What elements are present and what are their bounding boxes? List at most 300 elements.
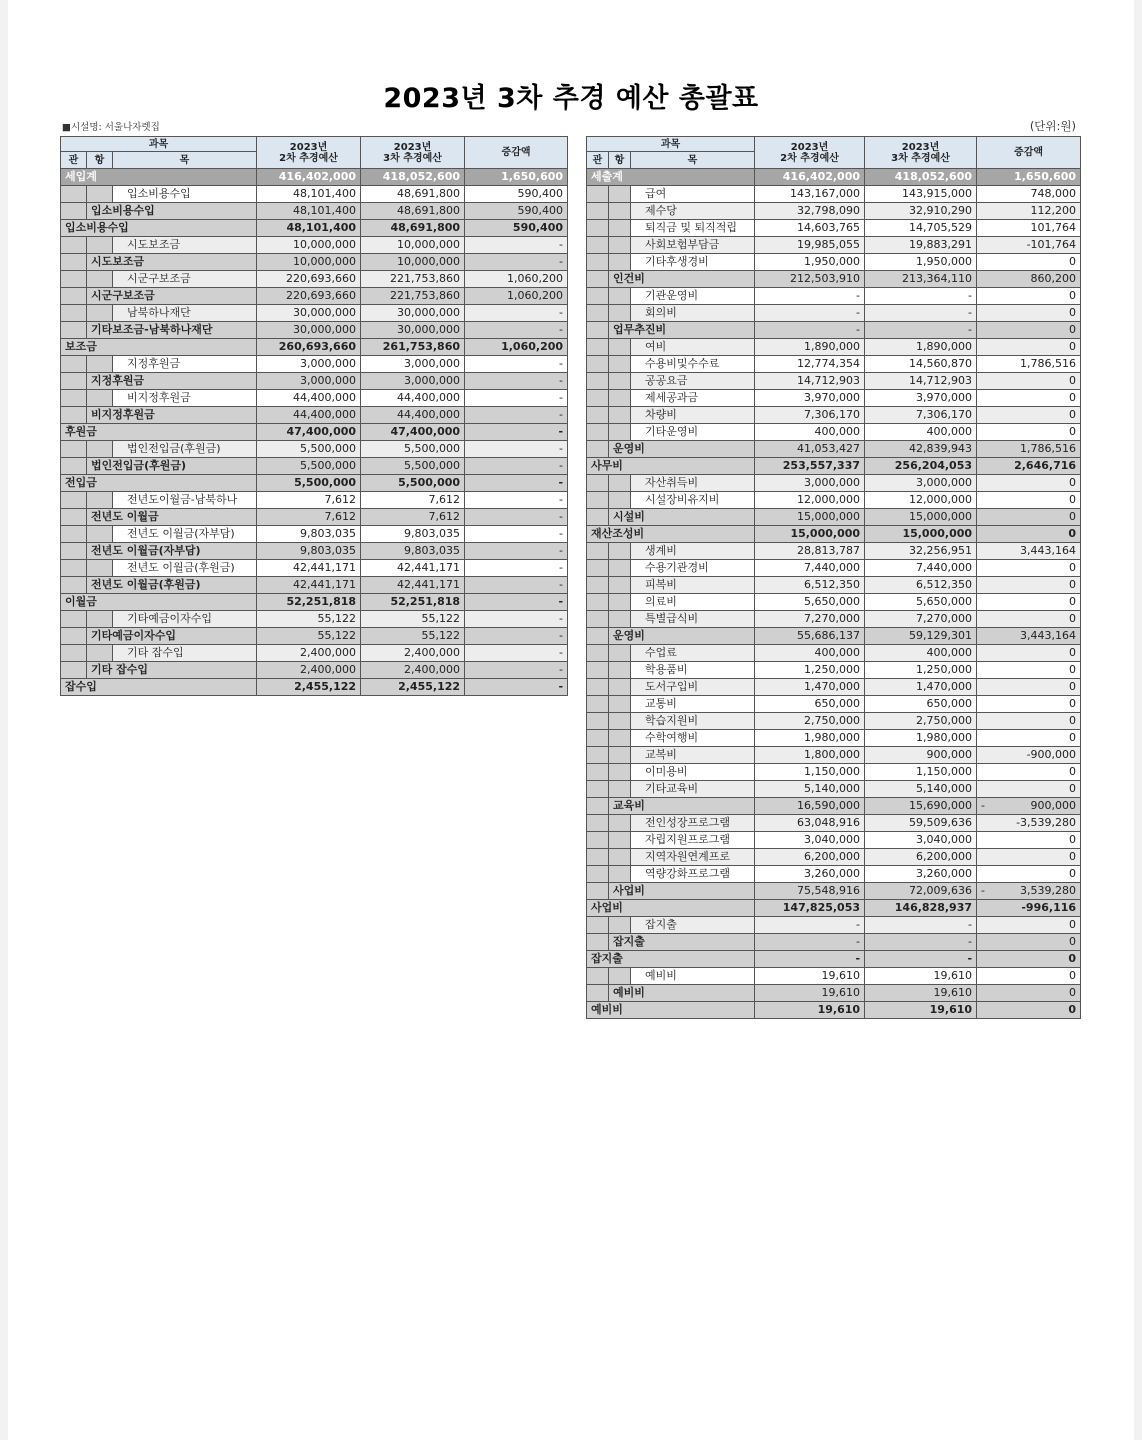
expense-hang-row [587,883,1081,900]
expense-gwan-spacer [587,322,609,339]
income-hang-spacer [87,356,113,373]
expense-v2-cell: 19,610 [865,968,977,985]
expense-gwan-spacer [587,917,609,934]
expense-mok-label: 기타후생경비 [631,254,755,271]
income-gwan-spacer [61,662,87,679]
income-v1-cell: 42,441,171 [257,560,361,577]
expense-hang-spacer [609,577,631,594]
expense-mok-row [587,339,1081,356]
income-diff-cell: - [465,407,568,424]
income-gwan-spacer [61,526,87,543]
expense-v2-cell: 1,150,000 [865,764,977,781]
income-hang-spacer [87,611,113,628]
expense-gwan-spacer [587,390,609,407]
expense-hang-spacer [609,832,631,849]
col1-header: 2023년 2차 추경예산 [755,137,865,169]
expense-v2-cell: 1,980,000 [865,730,977,747]
expense-hang-spacer [609,611,631,628]
expense-mok-label: 차량비 [631,407,755,424]
expense-diff-cell: 0 [977,1002,1081,1019]
expense-diff-cell: 1,786,516 [977,441,1081,458]
expense-diff-cell: 860,200 [977,271,1081,288]
expense-mok-label: 교통비 [631,696,755,713]
income-diff-cell: - [465,424,568,441]
income-grand-total-v1: 416,402,000 [257,169,361,186]
income-v1-cell: 9,803,035 [257,526,361,543]
income-v2-cell: 30,000,000 [361,322,465,339]
expense-diff-cell: -996,116 [977,900,1081,917]
hang-header: 항 [87,152,113,169]
income-gwan-spacer [61,492,87,509]
expense-hang-row [587,985,1081,1002]
expense-gwan-spacer [587,509,609,526]
expense-v1-cell: 19,985,055 [755,237,865,254]
expense-hang-row [587,441,1081,458]
income-hang-spacer [87,271,113,288]
expense-diff-cell: -900,000 [977,747,1081,764]
expense-mok-row [587,373,1081,390]
expense-gwan-row [587,458,1081,475]
expense-mok-row [587,356,1081,373]
expense-gwan-spacer [587,747,609,764]
income-v1-cell: 10,000,000 [257,237,361,254]
expense-v1-cell: 63,048,916 [755,815,865,832]
expense-hang-spacer [609,390,631,407]
income-gwan-label: 이월금 [61,594,257,611]
income-grand-total-diff: 1,650,600 [465,169,568,186]
income-diff-cell: - [465,577,568,594]
expense-mok-row [587,815,1081,832]
income-gwan-label: 입소비용수입 [61,220,257,237]
expense-v2-cell: 14,705,529 [865,220,977,237]
expense-v2-cell: 143,915,000 [865,186,977,203]
expense-diff-cell: 0 [977,730,1081,747]
expense-hang-label: 예비비 [609,985,755,1002]
income-hang-spacer [87,645,113,662]
expense-hang-spacer [609,730,631,747]
expense-v1-cell: 12,774,354 [755,356,865,373]
income-gwan-spacer [61,458,87,475]
income-v2-cell: 221,753,860 [361,271,465,288]
income-grand-total-row [61,169,568,186]
expense-hang-spacer [609,373,631,390]
expense-v1-cell: - [755,934,865,951]
expense-v2-cell: 2,750,000 [865,713,977,730]
expense-v2-cell: - [865,322,977,339]
income-mok-label: 남북하나재단 [113,305,257,322]
expense-mok-label: 이미용비 [631,764,755,781]
expense-mok-row [587,662,1081,679]
income-v2-cell: 55,122 [361,628,465,645]
expense-mok-label: 시설장비유지비 [631,492,755,509]
expense-gwan-spacer [587,985,609,1002]
income-diff-cell: - [465,492,568,509]
expense-v2-cell: 3,970,000 [865,390,977,407]
expense-gwan-label: 잡지출 [587,951,755,968]
income-gwan-spacer [61,611,87,628]
expense-mok-label: 사회보험부담금 [631,237,755,254]
expense-mok-label: 학습지원비 [631,713,755,730]
expense-diff-cell: 0 [977,424,1081,441]
expense-gwan-spacer [587,713,609,730]
expense-mok-label: 제세공과금 [631,390,755,407]
expense-diff-cell: 0 [977,866,1081,883]
income-gwan-spacer [61,305,87,322]
expense-gwan-spacer [587,628,609,645]
expense-v1-cell: 3,040,000 [755,832,865,849]
expense-mok-row [587,237,1081,254]
income-v1-cell: 5,500,000 [257,458,361,475]
expense-gwan-spacer [587,815,609,832]
expense-hang-spacer [609,254,631,271]
income-mok-row [61,492,568,509]
income-v1-cell: 220,693,660 [257,271,361,288]
expense-diff-cell: 0 [977,849,1081,866]
expense-mok-row [587,203,1081,220]
expense-v2-cell: 12,000,000 [865,492,977,509]
expense-v1-cell: 253,557,337 [755,458,865,475]
income-mok-row [61,560,568,577]
expense-hang-spacer [609,696,631,713]
expense-v1-cell: 5,650,000 [755,594,865,611]
expense-mok-label: 회의비 [631,305,755,322]
income-v2-cell: 3,000,000 [361,356,465,373]
income-hang-label: 전년도 이월금(후원금) [87,577,257,594]
expense-gwan-spacer [587,407,609,424]
income-v1-cell: 260,693,660 [257,339,361,356]
income-v2-cell: 52,251,818 [361,594,465,611]
expense-v1-cell: 32,798,090 [755,203,865,220]
income-hang-row [61,322,568,339]
expense-mok-label: 의료비 [631,594,755,611]
income-hang-label: 전년도 이월금(자부담) [87,543,257,560]
expense-mok-label: 기타교육비 [631,781,755,798]
expense-gwan-row [587,1002,1081,1019]
expense-diff-cell: 0 [977,390,1081,407]
income-diff-cell: - [465,645,568,662]
income-mok-row [61,356,568,373]
expense-gwan-label: 예비비 [587,1002,755,1019]
expense-diff-cell: 0 [977,764,1081,781]
expense-mok-row [587,543,1081,560]
expense-gwan-spacer [587,305,609,322]
expense-v2-cell: 6,512,350 [865,577,977,594]
expense-v2-cell: - [865,305,977,322]
expense-mok-label: 급여 [631,186,755,203]
expense-v2-cell: 72,009,636 [865,883,977,900]
expense-diff-value: 3,539,280 [1020,884,1077,897]
income-v2-cell: 10,000,000 [361,254,465,271]
expense-v2-cell: 32,910,290 [865,203,977,220]
expense-hang-label: 시설비 [609,509,755,526]
income-v1-cell: 30,000,000 [257,322,361,339]
expense-gwan-spacer [587,696,609,713]
expense-hang-spacer [609,815,631,832]
expense-gwan-spacer [587,254,609,271]
expense-v1-cell: 400,000 [755,645,865,662]
expense-v2-cell: 256,204,053 [865,458,977,475]
income-diff-cell: - [465,662,568,679]
expense-v1-cell: 15,000,000 [755,526,865,543]
expense-gwan-spacer [587,186,609,203]
expense-v2-cell: 14,560,870 [865,356,977,373]
income-diff-cell: - [465,390,568,407]
income-gwan-spacer [61,577,87,594]
expense-v2-cell: 59,509,636 [865,815,977,832]
expense-gwan-spacer [587,543,609,560]
expense-mok-row [587,594,1081,611]
income-diff-cell: - [465,560,568,577]
expense-diff-cell: -101,764 [977,237,1081,254]
income-v2-cell: 42,441,171 [361,560,465,577]
expense-hang-label: 운영비 [609,441,755,458]
income-mok-label: 입소비용수입 [113,186,257,203]
income-hang-row [61,458,568,475]
expense-v1-cell: 19,610 [755,985,865,1002]
income-mok-label: 시도보조금 [113,237,257,254]
expense-v2-cell: 146,828,937 [865,900,977,917]
expense-mok-label: 생계비 [631,543,755,560]
expense-gwan-spacer [587,475,609,492]
income-gwan-row [61,424,568,441]
expense-hang-spacer [609,713,631,730]
expense-mok-row [587,186,1081,203]
income-mok-row [61,237,568,254]
expense-diff-cell: 0 [977,305,1081,322]
expense-gwan-spacer [587,781,609,798]
expense-hang-spacer [609,747,631,764]
expense-gwan-spacer [587,356,609,373]
expense-v2-cell: 1,890,000 [865,339,977,356]
income-gwan-spacer [61,560,87,577]
income-hang-spacer [87,441,113,458]
expense-hang-spacer [609,764,631,781]
income-v1-cell: 10,000,000 [257,254,361,271]
income-diff-cell: 590,400 [465,220,568,237]
income-mok-label: 지정후원금 [113,356,257,373]
expense-v1-cell: 1,800,000 [755,747,865,764]
expense-hang-label: 인건비 [609,271,755,288]
expense-v2-cell: 400,000 [865,424,977,441]
income-hang-row [61,543,568,560]
income-v2-cell: 55,122 [361,611,465,628]
income-v2-cell: 48,691,800 [361,203,465,220]
expense-diff-cell: 0 [977,713,1081,730]
income-mok-row [61,305,568,322]
mok-header: 목 [113,152,257,169]
expense-mok-row [587,781,1081,798]
expense-v1-cell: 1,150,000 [755,764,865,781]
income-v2-cell: 48,691,800 [361,220,465,237]
expense-diff-cell: 0 [977,373,1081,390]
income-v1-cell: 2,400,000 [257,645,361,662]
income-mok-label: 전년도 이월금(자부담) [113,526,257,543]
expense-diff-cell: 0 [977,339,1081,356]
expense-gwan-spacer [587,849,609,866]
income-diff-cell: - [465,441,568,458]
income-gwan-spacer [61,628,87,645]
unit-label: (단위:원) [1029,119,1076,133]
expense-v2-cell: - [865,917,977,934]
income-gwan-spacer [61,186,87,203]
document-title: 2023년 3차 추경 예산 총괄표 [383,83,759,114]
subject-header: 과목 [61,137,257,152]
expense-v2-cell: 213,364,110 [865,271,977,288]
income-diff-cell: 590,400 [465,186,568,203]
income-gwan-spacer [61,407,87,424]
col2-header: 2023년 3차 추경예산 [361,137,465,169]
diff-header: 증감액 [977,137,1081,169]
income-gwan-spacer [61,288,87,305]
expense-gwan-spacer [587,288,609,305]
expense-mok-label: 공공요금 [631,373,755,390]
expense-mok-label: 수업료 [631,645,755,662]
expense-v1-cell: 5,140,000 [755,781,865,798]
expense-v1-cell: 650,000 [755,696,865,713]
expense-mok-label: 수학여행비 [631,730,755,747]
income-mok-row [61,645,568,662]
expense-hang-spacer [609,424,631,441]
income-hang-label: 기타보조금-남북하나재단 [87,322,257,339]
income-v1-cell: 52,251,818 [257,594,361,611]
income-diff-cell: - [465,458,568,475]
income-diff-cell: 590,400 [465,203,568,220]
diff-header: 증감액 [465,137,568,169]
expense-mok-row [587,424,1081,441]
col2-header: 2023년 3차 추경예산 [865,137,977,169]
expense-mok-row [587,560,1081,577]
income-v1-cell: 5,500,000 [257,475,361,492]
income-hang-spacer [87,237,113,254]
income-v1-cell: 55,122 [257,611,361,628]
income-v1-cell: 48,101,400 [257,186,361,203]
expense-mok-row [587,747,1081,764]
expense-hang-label: 잡지출 [609,934,755,951]
expense-mok-row [587,713,1081,730]
expense-diff-cell: 1,786,516 [977,356,1081,373]
expense-v2-cell: 14,712,903 [865,373,977,390]
expense-gwan-spacer [587,662,609,679]
expense-mok-row [587,611,1081,628]
expense-gwan-label: 재산조성비 [587,526,755,543]
expense-v2-cell: 15,690,000 [865,798,977,815]
income-v2-cell: 7,612 [361,492,465,509]
income-gwan-row [61,679,568,696]
expense-mok-label: 자립지원프로그램 [631,832,755,849]
expense-budget-table [586,136,1081,1019]
income-v2-cell: 10,000,000 [361,237,465,254]
expense-v1-cell: 55,686,137 [755,628,865,645]
income-v2-cell: 2,400,000 [361,645,465,662]
expense-diff-cell: 0 [977,662,1081,679]
expense-mok-label: 특별급식비 [631,611,755,628]
expense-v1-cell: 3,970,000 [755,390,865,407]
expense-hang-row [587,322,1081,339]
expense-v1-cell: 19,610 [755,968,865,985]
income-hang-spacer [87,492,113,509]
income-table-body [61,169,568,696]
expense-v1-cell: 212,503,910 [755,271,865,288]
expense-diff-cell: 101,764 [977,220,1081,237]
expense-v1-cell: - [755,305,865,322]
expense-v2-cell: - [865,288,977,305]
expense-v1-cell: 14,712,903 [755,373,865,390]
expense-diff-cell: -3,539,280 [977,815,1081,832]
expense-diff-cell: 0 [977,288,1081,305]
income-mok-label: 전년도이월금-남북하나 [113,492,257,509]
expense-hang-spacer [609,288,631,305]
expense-hang-spacer [609,356,631,373]
expense-v1-cell: 1,470,000 [755,679,865,696]
expense-v2-cell: - [865,951,977,968]
income-hang-spacer [87,390,113,407]
expense-mok-row [587,917,1081,934]
expense-mok-row [587,492,1081,509]
expense-v2-cell: 1,470,000 [865,679,977,696]
expense-mok-row [587,696,1081,713]
income-diff-cell: 1,060,200 [465,271,568,288]
expense-v1-cell: 7,440,000 [755,560,865,577]
expense-v2-cell: 5,650,000 [865,594,977,611]
expense-v1-cell: 1,250,000 [755,662,865,679]
expense-gwan-spacer [587,492,609,509]
expense-hang-spacer [609,781,631,798]
expense-grand-total-row [587,169,1081,186]
income-diff-cell: - [465,475,568,492]
expense-diff-cell: 2,646,716 [977,458,1081,475]
income-gwan-row [61,594,568,611]
income-gwan-label: 후원금 [61,424,257,441]
expense-diff-cell: 0 [977,645,1081,662]
expense-v1-cell: 400,000 [755,424,865,441]
expense-diff-cell: 0 [977,611,1081,628]
expense-hang-row [587,509,1081,526]
income-v1-cell: 42,441,171 [257,577,361,594]
income-mok-label: 기타예금이자수입 [113,611,257,628]
expense-hang-spacer [609,203,631,220]
income-hang-label: 시군구보조금 [87,288,257,305]
expense-gwan-label: 사무비 [587,458,755,475]
expense-hang-spacer [609,849,631,866]
income-v1-cell: 3,000,000 [257,373,361,390]
income-mok-row [61,271,568,288]
expense-gwan-label: 사업비 [587,900,755,917]
expense-hang-label: 사업비 [609,883,755,900]
expense-diff-cell: 0 [977,968,1081,985]
expense-v1-cell: 41,053,427 [755,441,865,458]
expense-v1-cell: 75,548,916 [755,883,865,900]
expense-hang-spacer [609,305,631,322]
income-hang-spacer [87,186,113,203]
income-hang-spacer [87,305,113,322]
income-table-header [61,137,568,169]
expense-v1-cell: 12,000,000 [755,492,865,509]
expense-hang-label: 운영비 [609,628,755,645]
income-mok-row [61,611,568,628]
expense-mok-label: 자산취득비 [631,475,755,492]
expense-diff-cell: 0 [977,917,1081,934]
expense-v2-cell: 3,000,000 [865,475,977,492]
income-v2-cell: 30,000,000 [361,305,465,322]
expense-v2-cell: 15,000,000 [865,526,977,543]
expense-mok-label: 여비 [631,339,755,356]
expense-v2-cell: 19,883,291 [865,237,977,254]
income-hang-label: 전년도 이월금 [87,509,257,526]
expense-v1-cell: - [755,322,865,339]
expense-hang-row [587,934,1081,951]
expense-diff-cell: 0 [977,254,1081,271]
income-hang-label: 시도보조금 [87,254,257,271]
